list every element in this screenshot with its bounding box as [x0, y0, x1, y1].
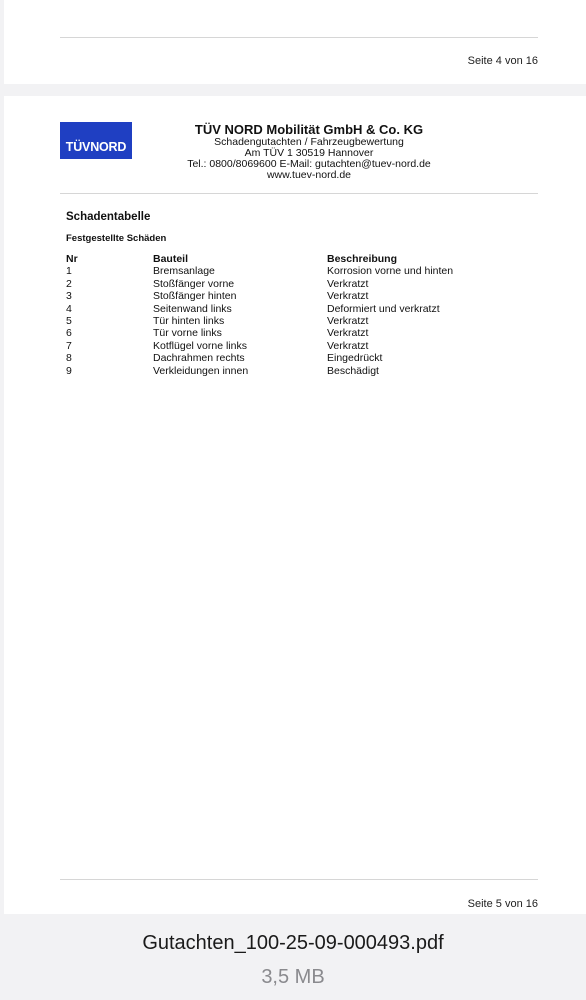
company-name: TÜV NORD Mobilität GmbH & Co. KG [194, 122, 424, 137]
cell-beschreibung: Verkratzt [327, 339, 369, 352]
sub-title: Festgestellte Schäden [66, 233, 167, 244]
page-divider [60, 37, 538, 38]
cell-beschreibung: Eingedrückt [327, 352, 383, 365]
cell-beschreibung: Korrosion vorne und hinten [327, 265, 454, 278]
tuev-nord-logo [60, 122, 132, 159]
cell-bauteil: Seitenwand links [153, 302, 232, 315]
company-website: www.tuev-nord.de [266, 169, 352, 181]
previous-page-number: Seite 4 von 16 [467, 55, 538, 67]
cell-bauteil: Kotflügel vorne links [153, 339, 247, 352]
current-page [4, 96, 586, 914]
company-contact: Tel.: 0800/8069600 E-Mail: gutachten@tuev-nord.de [187, 158, 431, 170]
previous-page [4, 0, 586, 84]
damage-table [66, 253, 487, 377]
cell-nr: 5 [66, 315, 72, 328]
cell-nr: 8 [66, 352, 72, 365]
cell-bauteil: Stoßfänger vorne [153, 277, 235, 290]
cell-nr: 1 [66, 265, 72, 278]
header-divider [60, 193, 538, 194]
column-header-beschreibung: Beschreibung [327, 253, 398, 265]
cell-beschreibung: Beschädigt [327, 364, 379, 377]
cell-bauteil: Bremsanlage [153, 265, 215, 278]
cell-nr: 7 [66, 339, 72, 352]
company-header [144, 122, 474, 181]
file-size: 3,5 MB [261, 966, 325, 988]
table-row [66, 265, 487, 277]
cell-bauteil: Tür vorne links [153, 327, 222, 340]
company-address: Am TÜV 1 30519 Hannover [244, 147, 374, 159]
logo-text: TÜVNORD [65, 140, 127, 154]
cell-bauteil: Stoßfänger hinten [153, 290, 237, 303]
cell-nr: 4 [66, 302, 72, 315]
section-title: Schadentabelle [66, 211, 151, 223]
cell-nr: 3 [66, 290, 72, 303]
cell-beschreibung: Verkratzt [327, 327, 369, 340]
table-row [66, 352, 487, 364]
table-header-row [66, 253, 487, 265]
cell-beschreibung: Verkratzt [327, 315, 369, 328]
table-row [66, 365, 487, 377]
column-header-nr: Nr [66, 253, 78, 265]
table-row [66, 290, 487, 302]
table-row [66, 327, 487, 339]
page-number: Seite 5 von 16 [467, 898, 538, 910]
column-header-bauteil: Bauteil [153, 253, 189, 265]
table-row [66, 303, 487, 315]
cell-beschreibung: Verkratzt [327, 277, 369, 290]
cell-nr: 2 [66, 277, 72, 290]
file-name: Gutachten_100-25-09-000493.pdf [142, 932, 444, 954]
cell-beschreibung: Verkratzt [327, 290, 369, 303]
cell-bauteil: Dachrahmen rechts [153, 352, 245, 365]
cell-nr: 9 [66, 364, 72, 377]
table-row [66, 315, 487, 327]
table-row [66, 340, 487, 352]
company-line-1: Schadengutachten / Fahrzeugbewertung [214, 136, 404, 148]
footer-divider [60, 879, 538, 880]
cell-bauteil: Verkleidungen innen [153, 364, 249, 377]
cell-nr: 6 [66, 327, 72, 340]
cell-beschreibung: Deformiert und verkratzt [327, 302, 440, 315]
cell-bauteil: Tür hinten links [153, 315, 225, 328]
table-row [66, 278, 487, 290]
